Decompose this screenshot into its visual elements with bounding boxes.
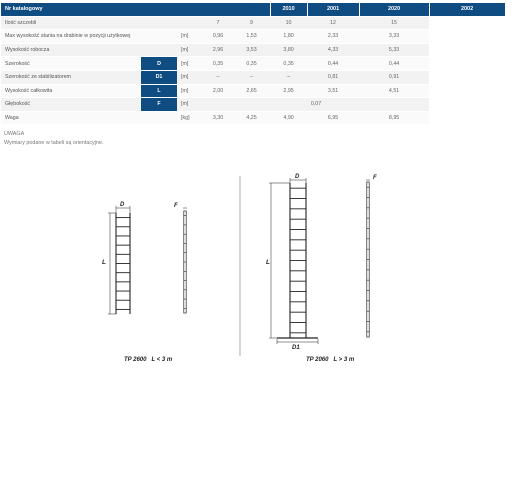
row-label: Max wysokość stania na drabinie w pozycji użytkowej — [1, 30, 141, 44]
row-unit: [m] — [177, 98, 203, 112]
ladder-right-drawing — [269, 178, 318, 344]
ladder-left-drawing — [108, 206, 130, 314]
row-value: 2,33 — [307, 30, 359, 44]
row-value: 0,44 — [307, 57, 359, 71]
dim-label-d1-right: D1 — [292, 345, 300, 351]
row-value: 2,00 — [203, 84, 233, 98]
row-value: 12 — [307, 16, 359, 30]
catalog-number: 2010 — [270, 3, 307, 16]
row-unit: [kg] — [177, 111, 203, 125]
header-label: Nr katalogowy — [1, 3, 270, 16]
row-symbol: D1 — [141, 70, 177, 84]
row-value: 9 — [233, 16, 270, 30]
dim-label-l-left: L — [102, 259, 106, 266]
catalog-number: 2020 — [359, 3, 429, 16]
row-label: Szerokość — [1, 57, 141, 71]
dim-label-l-right: L — [266, 259, 270, 266]
row-label: Głębokość — [1, 98, 141, 112]
dim-label-f-left: F — [174, 203, 178, 209]
row-value: 4,90 — [270, 111, 307, 125]
row-unit: [m] — [177, 84, 203, 98]
ladder-left-side-view — [183, 208, 187, 313]
row-value: 6,95 — [307, 111, 359, 125]
table-header-row: Nr katalogowy 2010 2001 2020 2002 2003 — [1, 3, 505, 16]
row-unit: [m] — [177, 57, 203, 71]
row-value: 2,65 — [233, 84, 270, 98]
row-value: 4,33 — [307, 43, 359, 57]
row-value: 8,95 — [359, 111, 429, 125]
note-title: UWAGA — [4, 131, 25, 137]
row-value: – — [203, 70, 233, 84]
row-unit: [m] — [177, 43, 203, 57]
row-label: Wysokość robocza — [1, 43, 141, 57]
dim-label-d-right: D — [295, 174, 300, 180]
note-text: Wymiary podane w tabeli są orientacyjne. — [4, 140, 104, 146]
row-value: 4,25 — [233, 111, 270, 125]
row-value: 4,51 — [359, 84, 429, 98]
row-value: 1,80 — [270, 30, 307, 44]
row-value: 0,91 — [359, 70, 429, 84]
row-value: 0,81 — [307, 70, 359, 84]
row-value: 3,80 — [270, 43, 307, 57]
row-label: Szerokość ze stabilizatorem — [1, 70, 141, 84]
row-value: 2,96 — [203, 43, 233, 57]
row-value: 0,35 — [203, 57, 233, 71]
row-unit: [m] — [177, 70, 203, 84]
row-value: 3,51 — [307, 84, 359, 98]
caption-left: TP 2600 L < 3 m — [124, 357, 173, 363]
row-value: 15 — [359, 16, 429, 30]
row-value: 0,44 — [359, 57, 429, 71]
row-value: 1,53 — [233, 30, 270, 44]
row-value: – — [233, 70, 270, 84]
row-value: 0,07 — [203, 98, 429, 112]
row-value: 7 — [203, 16, 233, 30]
row-value: 3,53 — [233, 43, 270, 57]
row-value: 5,33 — [359, 43, 429, 57]
row-symbol: D — [141, 57, 177, 71]
row-value: 2,95 — [270, 84, 307, 98]
row-value: 3,30 — [203, 111, 233, 125]
row-label: Waga — [1, 111, 141, 125]
dim-label-d-left: D — [120, 202, 125, 208]
caption-right: TP 2060 L > 3 m — [306, 357, 355, 363]
row-value: – — [270, 70, 307, 84]
row-unit: [m] — [177, 30, 203, 44]
row-label: Wysokość całkowita — [1, 84, 141, 98]
row-value: 3,33 — [359, 30, 429, 44]
row-value: 0,35 — [270, 57, 307, 71]
row-value: 0,96 — [203, 30, 233, 44]
row-value: 0,35 — [233, 57, 270, 71]
ladder-right-side-view — [366, 180, 370, 337]
row-symbol: L — [141, 84, 177, 98]
dim-label-f-right: F — [373, 175, 377, 181]
row-value: 10 — [270, 16, 307, 30]
row-symbol: F — [141, 98, 177, 112]
row-label: Ilość szczebli — [1, 16, 141, 30]
catalog-number: 2001 — [307, 3, 359, 16]
catalog-number: 2002 — [429, 3, 505, 16]
